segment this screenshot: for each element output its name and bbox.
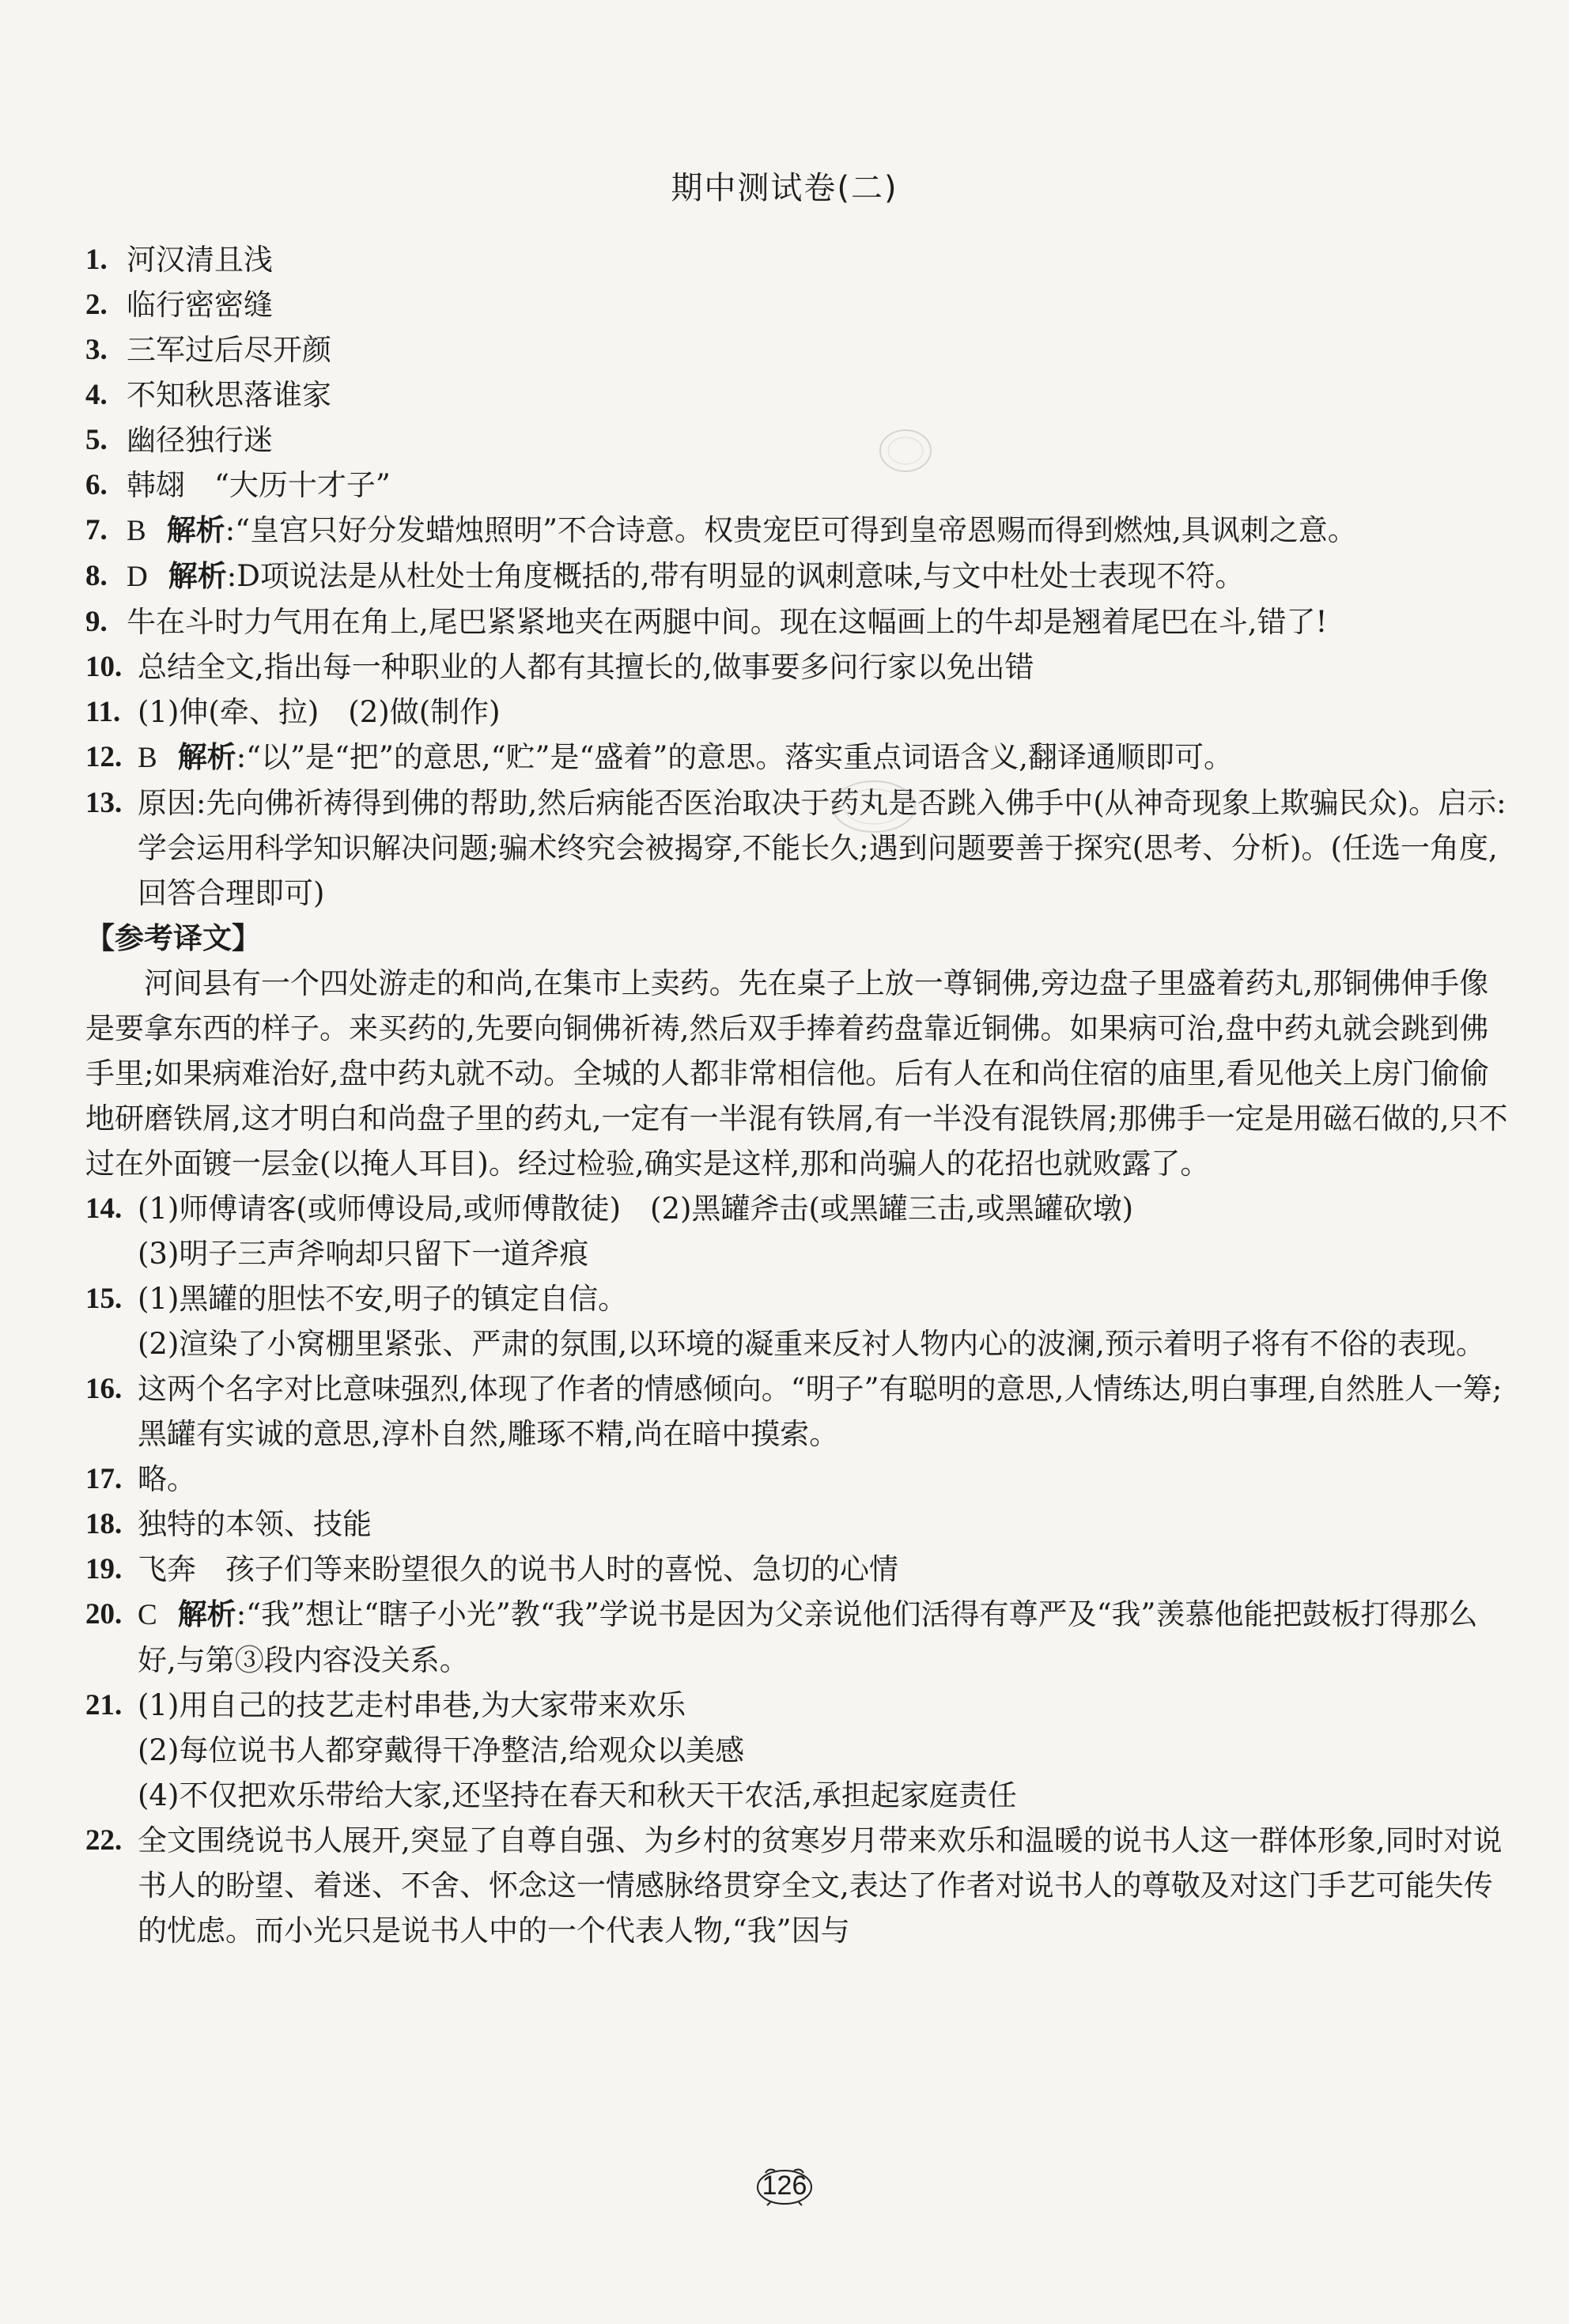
list-item [85, 554, 1509, 599]
item-number: 9. [85, 606, 108, 638]
item-number: 8. [85, 560, 108, 592]
item-text: 总结全文,指出每一种职业的人都有其擅长的,做事要多问行家以免出错 [138, 650, 1034, 684]
page-number-text: 126 [762, 2170, 807, 2201]
item-text: :“以”是“把”的意思,“贮”是“盛着”的意思。落实重点词语含义,翻译通顺即可。 [236, 740, 1233, 774]
item-number: 14. [85, 1192, 123, 1225]
item-number: 7. [85, 514, 108, 546]
answer-letter: C [138, 1599, 157, 1631]
item-number: 10. [85, 651, 123, 683]
item-text: 这两个名字对比意味强烈,体现了作者的情感倾向。“明子”有聪明的意思,人情练达,明白事理,自然胜人一筹;黑罐有实诚的意思,淳朴自然,雕琢不精,尚在暗中摸索。 [138, 1372, 1503, 1451]
answer-letter: B [127, 515, 146, 547]
reference-translation-heading: 【参考译文】 [85, 920, 261, 955]
item-number: 19. [85, 1553, 123, 1585]
item-text: (1)黑罐的胆怯不安,明子的镇定自信。 [138, 1282, 628, 1316]
item-text: 独特的本领、技能 [138, 1507, 372, 1541]
list-item [85, 1818, 1509, 1953]
item-number: 15. [85, 1283, 123, 1315]
item-number: 18. [85, 1508, 123, 1540]
item-text: 河汉清且浅 [127, 243, 273, 277]
list-item [85, 1592, 1509, 1683]
item-number: 21. [85, 1689, 123, 1721]
list-item [85, 644, 1509, 690]
page-number [753, 2165, 816, 2206]
item-text: 临行密密缝 [127, 288, 273, 322]
analysis-label: 解析 [168, 558, 227, 593]
item-text: (2)每位说书人都穿戴得干净整洁,给观众以美感 [138, 1733, 745, 1767]
item-text: 略。 [138, 1462, 196, 1496]
list-item [85, 1276, 1509, 1366]
item-text: :“我”想让“瞎子小光”教“我”学说书是因为父亲说他们活得有尊严及“我”羡慕他能把鼓板打得那么好,与第③段内容没关系。 [138, 1597, 1478, 1677]
answer-list [85, 237, 1509, 1953]
analysis-label: 解析 [166, 512, 225, 547]
list-item [85, 1502, 1509, 1547]
item-number: 22. [85, 1824, 123, 1857]
item-text: 不知秋思落谁家 [127, 378, 331, 412]
list-item [85, 418, 1509, 463]
list-item [85, 599, 1509, 644]
list-item [85, 1683, 1509, 1818]
list-item [85, 327, 1509, 372]
list-item [85, 282, 1509, 327]
list-item [85, 1547, 1509, 1592]
item-text: 幽径独行迷 [127, 423, 273, 457]
reference-translation-text: 河间县有一个四处游走的和尚,在集市上卖药。先在桌子上放一尊铜佛,旁边盘子里盛着药丸,那铜佛伸手像是要拿东西的样子。来买药的,先要向铜佛祈祷,然后双手捧着药盘靠近铜佛。如果病可治,盘中药丸就会跳到佛手里;如果病难治好,盘中药丸就不动。全城的人都非常相信他。后有人在和尚住宿的庙里,看见他关上房门偷偷地研磨铁屑,这才明白和尚盘子里的药丸,一定有一半混有铁屑,有一半没有混铁屑;那佛手一定是用磁石做的,只不过在外面镀一层金(以掩人耳目)。经过检验,确实是这样,那和尚骗人的花招也就败露了。 [85, 966, 1508, 1181]
item-text: :“皇宫只好分发蜡烛照明”不合诗意。权贵宠臣可得到皇帝恩赐而得到燃烛,具讽刺之意。 [225, 513, 1357, 547]
item-text: 牛在斗时力气用在角上,尾巴紧紧地夹在两腿中间。现在这幅画上的牛却是翘着尾巴在斗,错了! [127, 605, 1328, 639]
list-item [85, 780, 1509, 916]
item-number: 5. [85, 424, 108, 456]
watermark-stamp-icon [878, 427, 933, 474]
item-number: 12. [85, 741, 123, 773]
item-text: (1)伸(牵、拉) (2)做(制作) [138, 695, 501, 729]
list-item [85, 237, 1509, 282]
analysis-label: 解析 [177, 739, 236, 774]
item-text: (1)师傅请客(或师傅设局,或师傅散徒) (2)黑罐斧击(或黑罐三击,或黑罐砍墩) [138, 1192, 1134, 1226]
list-item [85, 735, 1509, 780]
list-item [85, 1457, 1509, 1502]
list-item [85, 1186, 1509, 1276]
answer-letter: B [138, 742, 157, 774]
item-number: 1. [85, 244, 108, 276]
list-item [85, 1366, 1509, 1457]
item-number: 6. [85, 469, 108, 501]
item-text: (2)渲染了小窝棚里紧张、严肃的氛围,以环境的凝重来反衬人物内心的波澜,预示着明子将有不俗的表现。 [138, 1327, 1485, 1361]
page-title: 期中测试卷(二) [671, 170, 898, 206]
item-text: 全文围绕说书人展开,突显了自尊自强、为乡村的贫寒岁月带来欢乐和温暖的说书人这一群体形象,同时对说书人的盼望、着迷、不舍、怀念这一情感脉络贯穿全文,表达了作者对说书人的尊敬及对这门手艺可能失传的忧虑。而小光只是说书人中的一个代表人物,“我”因与 [138, 1823, 1503, 1948]
list-item [85, 463, 1509, 508]
answer-letter: D [127, 561, 148, 593]
item-text: 原因:先向佛祈祷得到佛的帮助,然后病能否医治取决于药丸是否跳入佛手中(从神奇现象上欺骗民众)。启示:学会运用科学知识解决问题;骗术终究会被揭穿,不能长久;遇到问题要善于探究(思考、分析)。(任选一角度,回答合理即可) [138, 786, 1507, 910]
item-number: 4. [85, 379, 108, 411]
item-number: 20. [85, 1598, 123, 1631]
item-number: 16. [85, 1373, 123, 1405]
list-item [85, 508, 1509, 554]
item-number: 3. [85, 334, 108, 366]
item-text: 飞奔 孩子们等来盼望很久的说书人时的喜悦、急切的心情 [138, 1552, 898, 1586]
watermark-stamp-icon [830, 779, 917, 834]
item-text: (4)不仅把欢乐带给大家,还坚持在春天和秋天干农活,承担起家庭责任 [138, 1778, 1017, 1812]
item-number: 2. [85, 289, 108, 321]
list-item [85, 372, 1509, 418]
item-text: (1)用自己的技艺走村串巷,为大家带来欢乐 [138, 1688, 686, 1722]
analysis-label: 解析 [177, 1597, 236, 1631]
item-text: 三军过后尽开颜 [127, 333, 331, 367]
item-number: 13. [85, 787, 123, 819]
list-item [85, 690, 1509, 735]
item-number: 17. [85, 1463, 123, 1495]
item-text: :D项说法是从杜处士角度概括的,带有明显的讽刺意味,与文中杜处士表现不符。 [226, 559, 1245, 593]
item-text: 韩翃 “大历十才子” [127, 468, 391, 502]
item-number: 11. [85, 696, 121, 728]
item-text: (3)明子三声斧响却只留下一道斧痕 [138, 1237, 589, 1271]
